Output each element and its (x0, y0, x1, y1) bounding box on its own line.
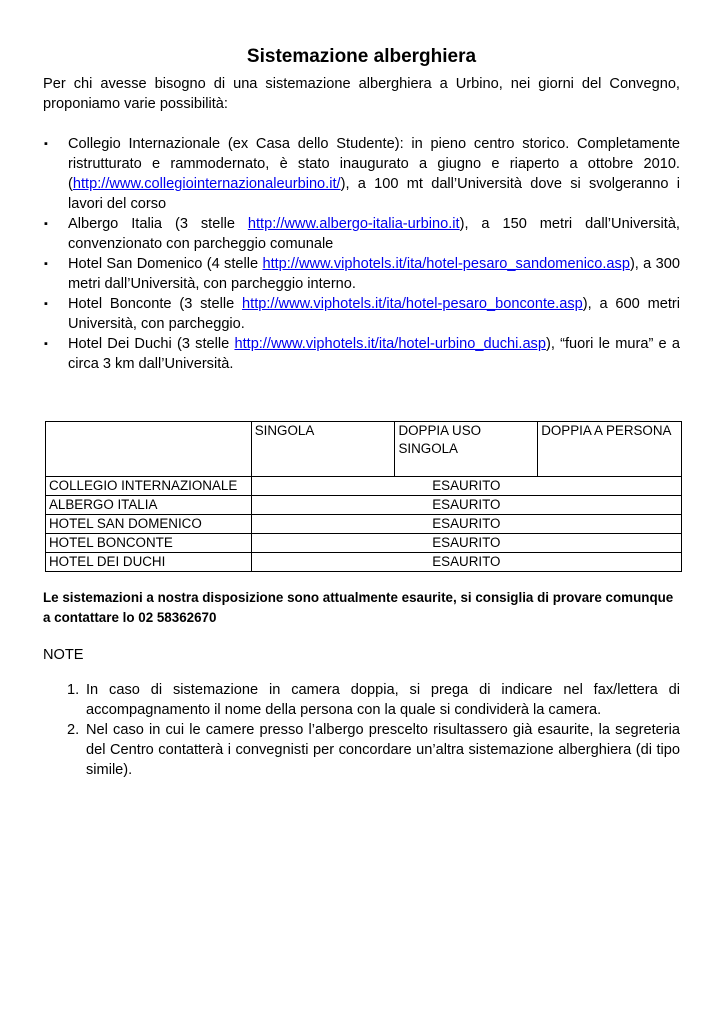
table-row (46, 477, 682, 496)
note-item (43, 680, 680, 720)
hotel-text: ), a 300 metri dall’Università, con parcheggio interno. (68, 256, 680, 292)
hotel-text: ), a 150 metri dall’Università, convenzionato con parcheggio comunale (68, 216, 680, 252)
table-row (46, 515, 682, 534)
hotel-text: ), a 100 mt dall’Università dove si svolgeranno i lavori del corso (68, 176, 680, 212)
availability-cell: ESAURITO (251, 534, 681, 553)
bullet-icon: ▪ (44, 338, 48, 350)
note-number: 1. (67, 682, 80, 698)
bullet-icon: ▪ (44, 298, 48, 310)
hotel-link-bonconte[interactable]: http://www.viphotels.it/ita/hotel-pesaro_bonconte.asp (242, 296, 583, 312)
availability-cell: ESAURITO (251, 515, 681, 534)
bullet-icon: ▪ (44, 138, 48, 150)
intro-paragraph: Per chi avesse bisogno di una sistemazione alberghiera a Urbino, nei giorni del Convegno, proponiamo varie possibilità: (43, 76, 680, 112)
hotel-text: Hotel Dei Duchi (3 stelle (68, 336, 235, 352)
hotel-text: Collegio Internazionale (ex Casa dello Studente): in pieno centro storico. Completamente ristrutturato e rammodernato, è stato inaugurato a giugno e riaperto a ottobre 2010. ( (68, 136, 680, 192)
availability-cell: ESAURITO (251, 477, 681, 496)
availability-cell: ESAURITO (251, 496, 681, 515)
hotel-text: ), a 600 metri Università, con parcheggio. (68, 296, 681, 332)
hotel-list (43, 134, 680, 374)
hotel-name-cell: HOTEL SAN DOMENICO (46, 515, 252, 534)
availability-notice: Le sistemazioni a nostra disposizione sono attualmente esaurite, si consiglia di provare comunque a contattare lo 02 58362670 (43, 590, 674, 625)
notes-heading: NOTE (43, 647, 84, 663)
hotel-text: Albergo Italia (3 stelle (68, 216, 248, 232)
hotel-item-san-domenico (43, 254, 680, 294)
table-header-cell: SINGOLA (251, 422, 395, 477)
hotel-item-collegio (43, 134, 680, 214)
table-header-cell: DOPPIA A PERSONA (538, 422, 682, 477)
note-item (43, 720, 680, 780)
hotel-link-albergo-italia[interactable]: http://www.albergo-italia-urbino.it (247, 216, 460, 232)
availability-cell: ESAURITO (251, 553, 681, 572)
hotel-name-cell: HOTEL DEI DUCHI (46, 553, 252, 572)
page-title: Sistemazione alberghiera (246, 46, 477, 67)
table-header-cell (46, 422, 252, 477)
table-header-row (46, 422, 682, 477)
table-row (46, 496, 682, 515)
hotel-name-cell: COLLEGIO INTERNAZIONALE (46, 477, 252, 496)
table-row (46, 553, 682, 572)
hotel-name-cell: HOTEL BONCONTE (46, 534, 252, 553)
note-text: In caso di sistemazione in camera doppia, si prega di indicare nel fax/lettera di accompagnamento il nome della persona con la quale si condividerà la camera. (86, 682, 680, 718)
notes-list (43, 680, 680, 780)
hotel-link-collegio[interactable]: http://www.collegiointernazionaleurbino.it/ (72, 176, 341, 192)
hotel-link-dei-duchi[interactable]: http://www.viphotels.it/ita/hotel-urbino_duchi.asp (234, 336, 546, 352)
hotel-text: ), “fuori le mura” e a circa 3 km dall’Università. (68, 336, 680, 372)
hotel-item-bonconte (43, 294, 680, 334)
rates-table (45, 421, 682, 572)
note-text: Nel caso in cui le camere presso l’albergo prescelto risultassero già esaurite, la segreteria del Centro contatterà i convegnisti per concordare un’altra sistemazione alberghiera (di tipo simile). (86, 722, 680, 778)
table-row (46, 534, 682, 553)
note-number: 2. (67, 722, 80, 738)
hotel-item-dei-duchi (43, 334, 680, 374)
document-body (43, 44, 680, 374)
bullet-icon: ▪ (44, 218, 48, 230)
hotel-text: Hotel Bonconte (3 stelle (68, 296, 243, 312)
hotel-name-cell: ALBERGO ITALIA (46, 496, 252, 515)
hotel-item-albergo-italia (43, 214, 680, 254)
hotel-link-san-domenico[interactable]: http://www.viphotels.it/ita/hotel-pesaro_sandomenico.asp (262, 256, 630, 272)
hotel-text: Hotel San Domenico (4 stelle (68, 256, 263, 272)
table-header-cell: DOPPIA USO SINGOLA (395, 422, 538, 477)
bullet-icon: ▪ (44, 258, 48, 270)
